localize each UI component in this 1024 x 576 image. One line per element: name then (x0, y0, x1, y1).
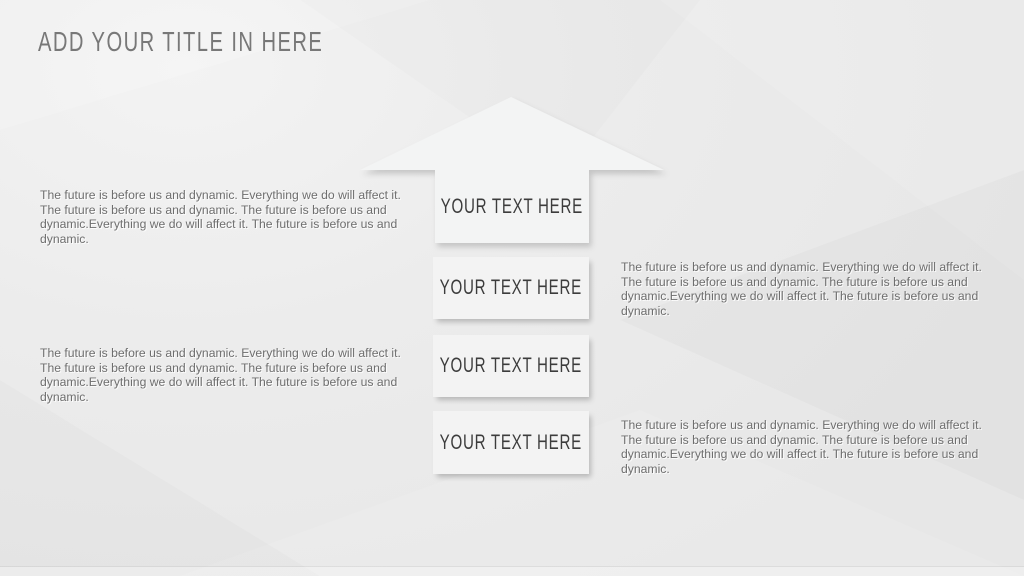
slide-title: ADD YOUR TITLE IN HERE (38, 26, 324, 57)
placeholder-label-2: YOUR TEXT HERE (439, 276, 583, 299)
placeholder-label-1: YOUR TEXT HERE (440, 194, 584, 218)
placeholder-label-4: YOUR TEXT HERE (439, 430, 583, 454)
body-paragraph-left-1: The future is before us and dynamic. Everything we do will affect it. The future is before us and dynamic. The future is before us and dynamic.Everything we do will affect it. The future is before us and dynamic. (40, 188, 401, 246)
text-placeholder-4 (433, 411, 589, 474)
arrow-text-placeholder-1 (435, 170, 589, 243)
text-placeholder-3 (433, 335, 589, 397)
text-placeholder-2 (433, 257, 589, 319)
body-paragraph-right-2: The future is before us and dynamic. Everything we do will affect it. The future is before us and dynamic. The future is before us and dynamic.Everything we do will affect it. The future is before us and dynamic. (621, 418, 982, 476)
body-paragraph-left-2: The future is before us and dynamic. Everything we do will affect it. The future is before us and dynamic. The future is before us and dynamic.Everything we do will affect it. The future is before us and dynamic. (40, 346, 401, 404)
placeholder-label-3: YOUR TEXT HERE (439, 354, 583, 377)
body-paragraph-right-1: The future is before us and dynamic. Everything we do will affect it. The future is before us and dynamic. The future is before us and dynamic.Everything we do will affect it. The future is before us and dynamic. (621, 260, 982, 318)
bottom-edge-highlight (0, 567, 1024, 576)
